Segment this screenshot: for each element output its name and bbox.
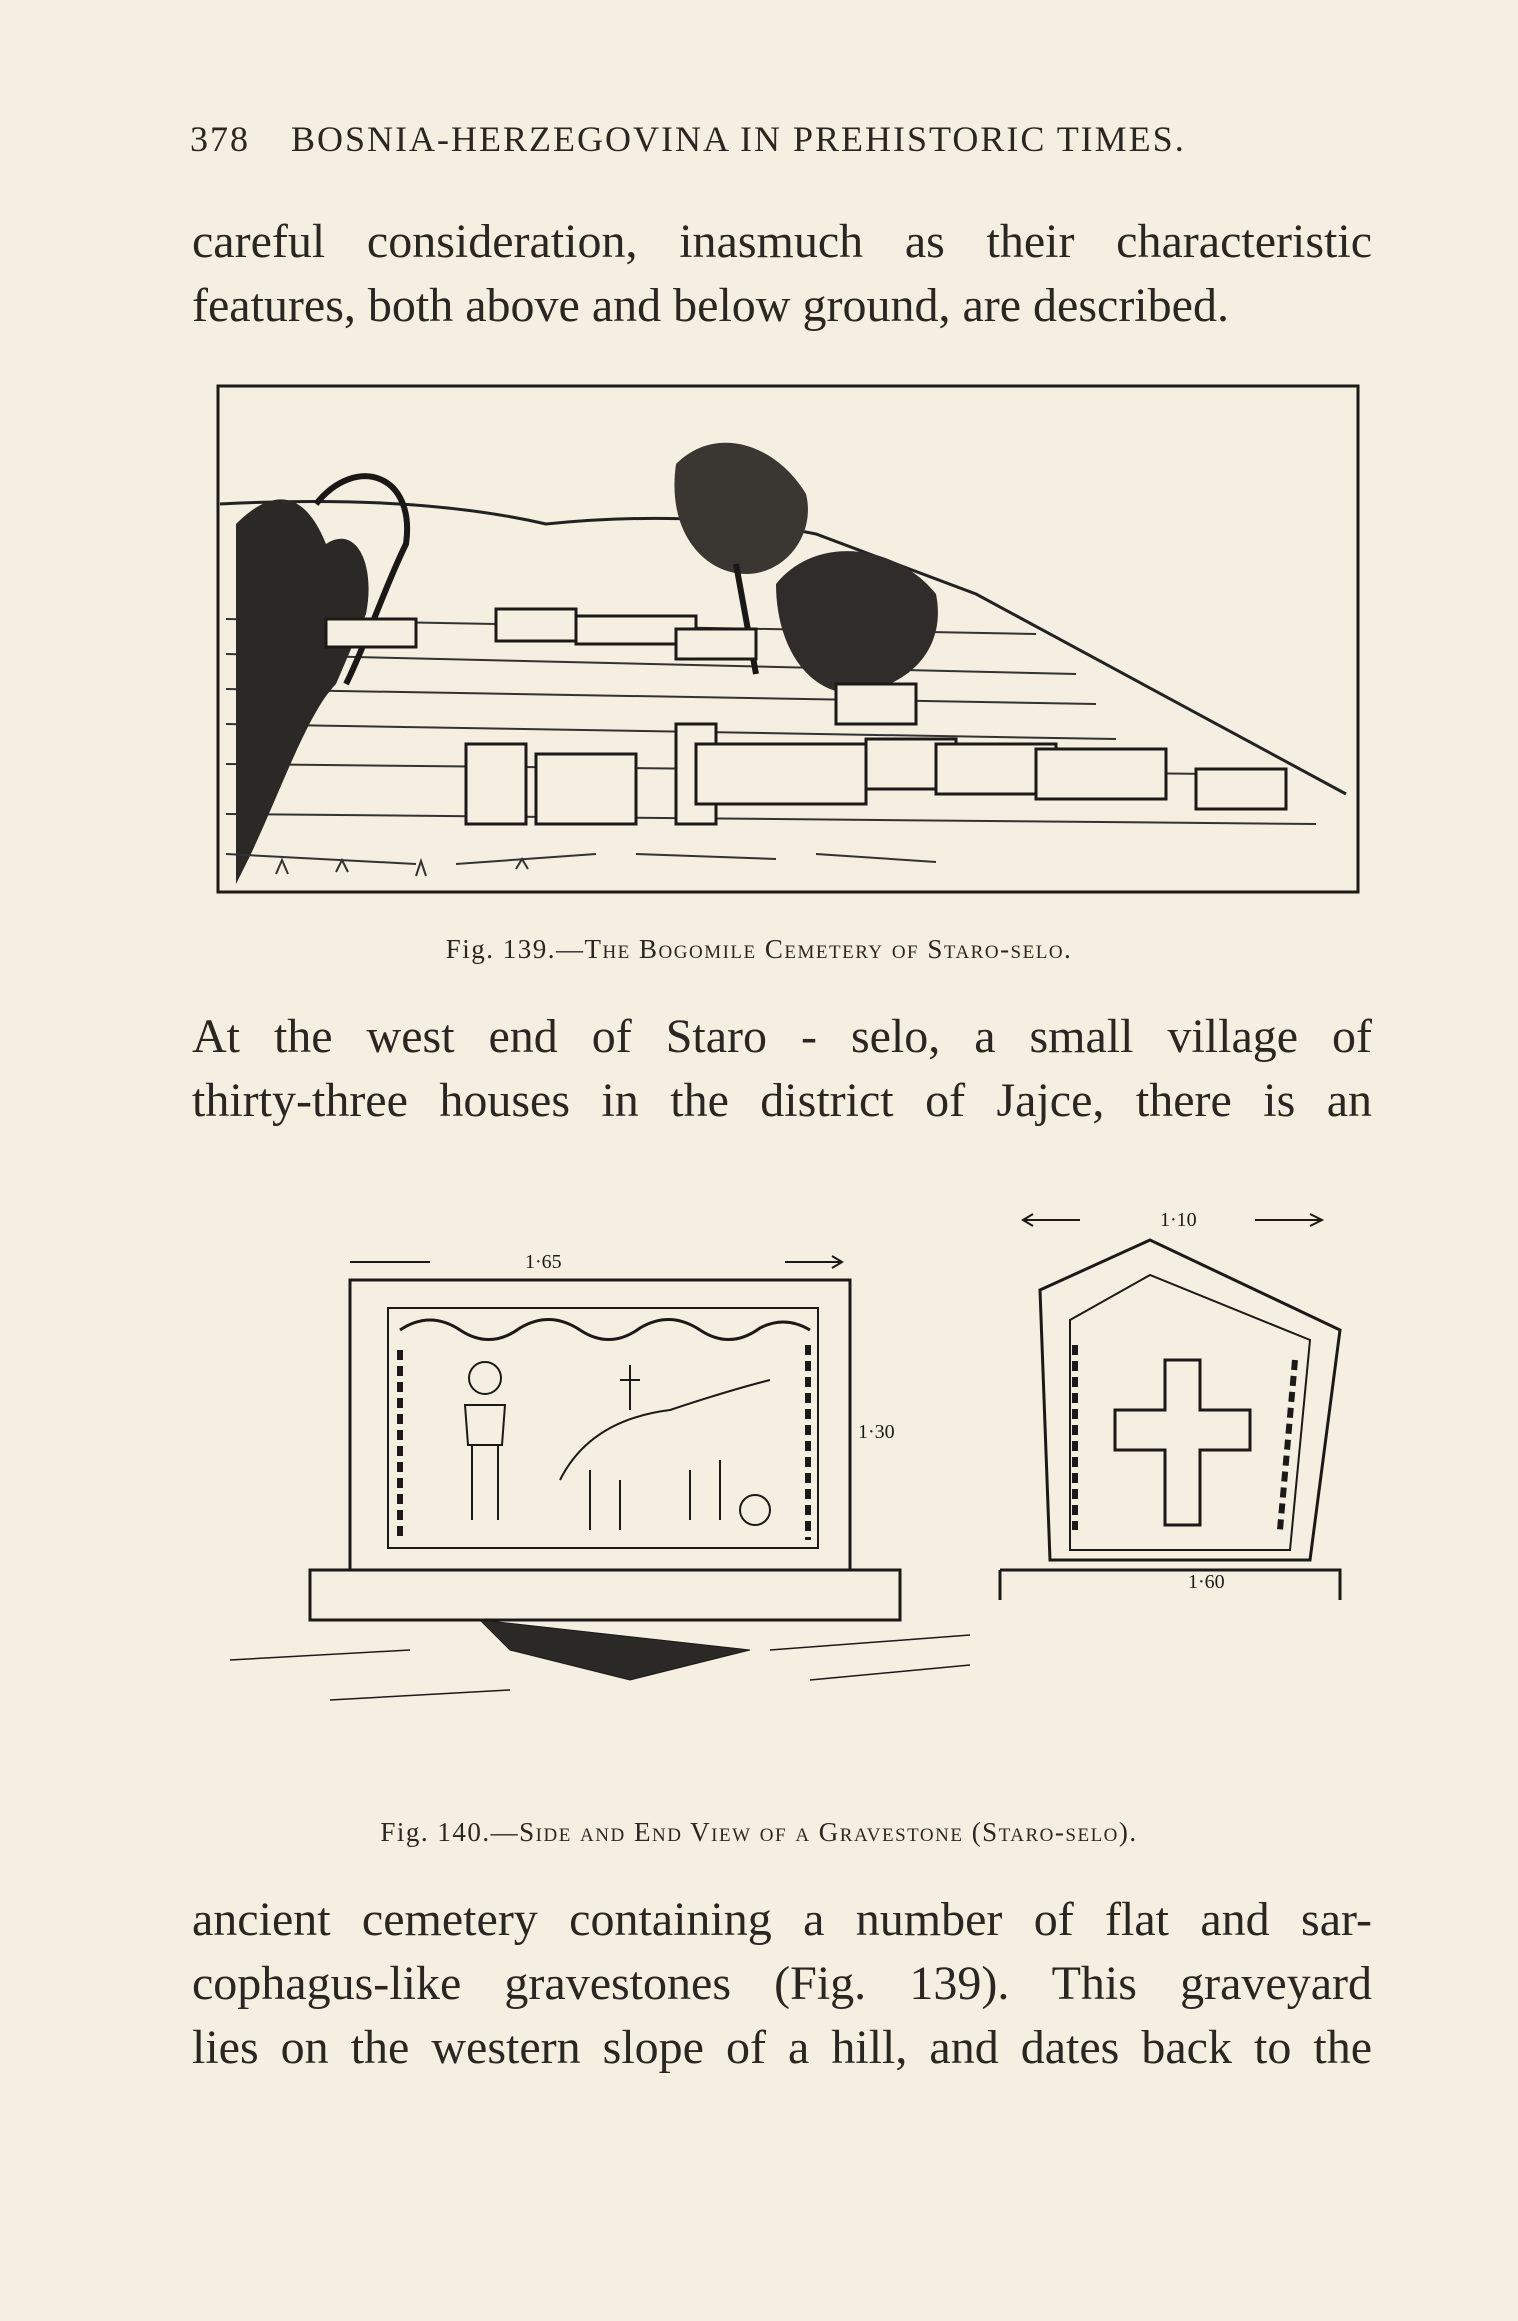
dim-end-bottom: 1·60 — [1188, 1571, 1225, 1593]
running-header — [190, 118, 1290, 160]
running-title: BOSNIA-HERZEGOVINA IN PREHISTORIC TIMES. — [291, 119, 1186, 159]
dim-side-height: 1·30 — [858, 1421, 895, 1443]
figure-140-title: Side and End View of a Gravestone (Staro-selo). — [519, 1817, 1138, 1847]
figure-139-illustration — [216, 384, 1360, 894]
paragraph-1-line-1: careful consideration, inasmuch as their characteristic — [192, 215, 1372, 268]
figure-139-title: The Bogomile Cemetery of Staro-selo. — [584, 934, 1073, 964]
figure-140-illustration — [210, 1180, 1360, 1800]
figure-140-caption — [0, 1817, 1518, 1848]
paragraph-3-line-1: ancient cemetery containing a number of flat and sar- — [192, 1893, 1372, 1946]
paragraph-2-line-1: At the west end of Staro - selo, a small village of — [192, 1010, 1372, 1063]
figure-139-caption — [0, 934, 1518, 965]
figure-140-label: Fig. 140.— — [380, 1817, 520, 1847]
page-number: 378 — [190, 119, 250, 159]
dim-end-top: 1·10 — [1160, 1209, 1197, 1231]
paragraph-2-line-2: thirty-three houses in the district of Jajce, there is an — [192, 1074, 1372, 1127]
paragraph-1-line-2: features, both above and below ground, are described. — [192, 279, 1229, 332]
paragraph-3-line-2: cophagus-like gravestones (Fig. 139). This graveyard — [192, 1957, 1372, 2010]
dim-side-width: 1·65 — [525, 1251, 562, 1273]
paragraph-3-line-3: lies on the western slope of a hill, and dates back to the — [192, 2021, 1372, 2074]
figure-139-label: Fig. 139.— — [445, 934, 585, 964]
